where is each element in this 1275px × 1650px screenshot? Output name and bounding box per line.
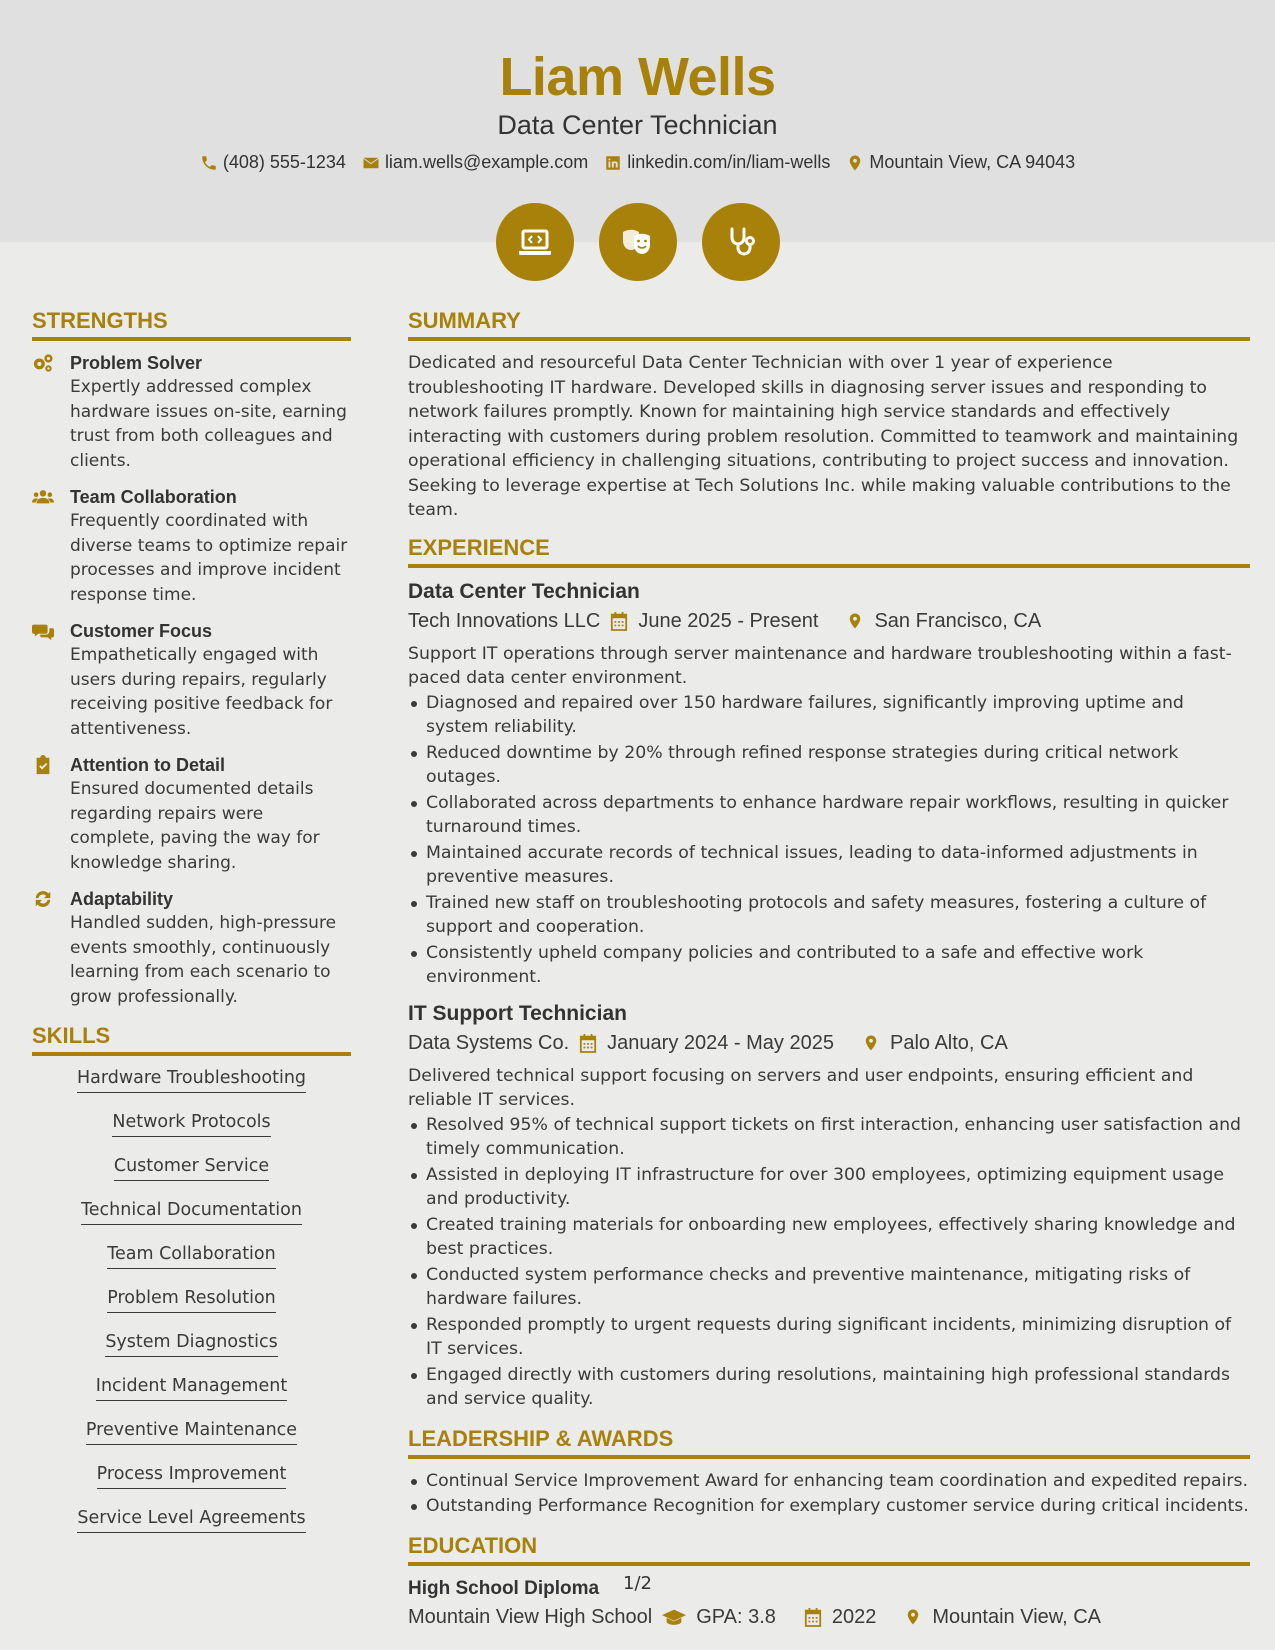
job-meta (408, 1028, 1250, 1058)
summary-text: Dedicated and resourceful Data Center Technician with over 1 year of experience troubleshooting IT hardware. Developed skills in diagnosing server issues and responding to network failures promptly. Known for maintaining high service standards and effectively interacting with customers during problem resolution. Committed to teamwork and maintaining operational efficiency in challenging situations, contributing to project success and innovation. Seeking to leverage expertise at Tech Solutions Inc. while making valuable contributions to the team. (408, 353, 1239, 520)
skill-item: Hardware Troubleshooting (77, 1066, 306, 1093)
graduation-cap-icon (662, 1607, 686, 1627)
left-column (32, 308, 351, 1550)
summary-heading: SUMMARY (408, 308, 1250, 341)
gears-icon (32, 353, 54, 373)
laptop-code-icon (515, 222, 555, 262)
strength-item (32, 753, 351, 875)
bullet-item: Reduced downtime by 20% through refined response strategies during critical network outages. (408, 741, 1250, 790)
contact-email[interactable] (362, 152, 588, 173)
contact-bar (0, 152, 1275, 173)
phone-icon (200, 154, 218, 172)
clipboard-check-icon (32, 755, 54, 775)
skill-item: Preventive Maintenance (86, 1418, 297, 1445)
job-description: Delivered technical support focusing on servers and user endpoints, ensuring efficient and reliable IT services. (408, 1065, 1194, 1110)
bullet-item: Assisted in deploying IT infrastructure for over 300 employees, optimizing equipment usage and productivity. (408, 1163, 1250, 1212)
strength-title: Attention to Detail (70, 755, 225, 775)
badge-laptop (496, 203, 574, 281)
strength-title: Adaptability (70, 889, 174, 909)
award-item: Outstanding Performance Recognition for exemplary customer service during critical incidents. (408, 1494, 1250, 1519)
education-school: Mountain View High School (408, 1605, 653, 1628)
job-title: IT Support Technician (408, 1001, 627, 1025)
job-bullets (408, 691, 1250, 990)
badge-masks (599, 203, 677, 281)
skills-list (32, 1066, 351, 1550)
bullet-item: Diagnosed and repaired over 150 hardware failures, significantly improving uptime and system reliability. (408, 691, 1250, 740)
calendar-icon (579, 1033, 597, 1053)
education-year: 2022 (831, 1605, 877, 1628)
bullet-item: Responded promptly to urgent requests during significant incidents, minimizing disruption of IT services. (408, 1313, 1250, 1362)
skill-item: Problem Resolution (107, 1286, 276, 1313)
strength-item (32, 619, 351, 741)
map-pin-icon (862, 1033, 880, 1053)
skill-item: System Diagnostics (105, 1330, 277, 1357)
strength-item (32, 887, 351, 1009)
strength-title: Problem Solver (70, 353, 203, 373)
email-text: liam.wells@example.com (384, 152, 589, 172)
contact-location (846, 152, 1075, 173)
strength-item (32, 485, 351, 607)
bullet-item: Collaborated across departments to enhance hardware repair workflows, resulting in quicker turnaround times. (408, 791, 1250, 840)
skill-item: Service Level Agreements (77, 1506, 305, 1533)
linkedin-icon (604, 154, 622, 172)
job-location: Palo Alto, CA (889, 1031, 1008, 1054)
job-company: Data Systems Co. (408, 1031, 570, 1054)
job-location: San Francisco, CA (874, 609, 1042, 632)
education-location: Mountain View, CA (932, 1605, 1102, 1628)
calendar-icon (610, 611, 628, 631)
skill-item: Technical Documentation (81, 1198, 302, 1225)
users-icon (32, 487, 54, 507)
skill-item: Customer Service (114, 1154, 269, 1181)
badge-stethoscope (702, 203, 780, 281)
sync-icon (32, 889, 54, 909)
bullet-item: Conducted system performance checks and preventive maintenance, mitigating risks of hardware failures. (408, 1263, 1250, 1312)
strength-item (32, 351, 351, 473)
linkedin-text: linkedin.com/in/liam-wells (627, 152, 831, 172)
bullet-item: Maintained accurate records of technical issues, leading to data-informed adjustments in preventive measures. (408, 841, 1250, 890)
bullet-item: Created training materials for onboarding new employees, effectively sharing knowledge and best practices. (408, 1213, 1250, 1262)
awards-heading: LEADERSHIP & AWARDS (408, 1426, 1250, 1459)
badge-row (0, 203, 1275, 281)
contact-phone[interactable] (200, 152, 346, 173)
job-dates: January 2024 - May 2025 (607, 1031, 834, 1054)
education-meta (408, 1602, 1250, 1632)
job-title: Data Center Technician (408, 579, 640, 603)
job-description: Support IT operations through server maintenance and hardware troubleshooting within a fast-paced data center environment. (408, 643, 1232, 688)
phone-text: (408) 555-1234 (222, 152, 346, 172)
masks-theater-icon (618, 222, 658, 262)
bullet-item: Resolved 95% of technical support tickets on first interaction, enhancing user satisfaction and timely communication. (408, 1113, 1250, 1162)
candidate-name: Liam Wells (499, 47, 776, 107)
job-bullets (408, 1113, 1250, 1412)
comments-icon (32, 621, 54, 641)
map-pin-icon (846, 611, 864, 631)
job-dates: June 2025 - Present (638, 609, 819, 632)
strengths-heading: STRENGTHS (32, 308, 351, 341)
job-meta (408, 606, 1250, 636)
skill-item: Incident Management (96, 1374, 287, 1401)
map-pin-icon (846, 154, 864, 172)
awards-list (408, 1469, 1250, 1519)
strength-desc: Ensured documented details regarding repairs were complete, paving the way for knowledge sharing. (70, 779, 320, 873)
strength-desc: Frequently coordinated with diverse teams to optimize repair processes and improve incident response time. (70, 511, 348, 605)
location-text: Mountain View, CA 94043 (869, 152, 1076, 172)
strength-title: Team Collaboration (70, 487, 237, 507)
strength-desc: Handled sudden, high-pressure events smoothly, continuously learning from each scenario to grow professionally. (70, 913, 337, 1007)
strength-title: Customer Focus (70, 621, 213, 641)
education-gpa: GPA: 3.8 (696, 1605, 776, 1628)
education-degree: High School Diploma (408, 1577, 600, 1599)
skill-item: Team Collaboration (107, 1242, 275, 1269)
skills-heading: SKILLS (32, 1023, 351, 1056)
job-entry (408, 1000, 1250, 1412)
award-item: Continual Service Improvement Award for enhancing team coordination and expedited repairs. (408, 1469, 1250, 1494)
stethoscope-icon (721, 222, 761, 262)
map-pin-icon (904, 1607, 922, 1627)
education-heading: EDUCATION (408, 1533, 1250, 1566)
strength-desc: Empathetically engaged with users during repairs, regularly receiving positive feedback for attentiveness. (70, 645, 333, 739)
contact-linkedin[interactable] (604, 152, 830, 173)
job-entry (408, 578, 1250, 990)
job-company: Tech Innovations LLC (408, 609, 601, 632)
page-number: 1/2 (623, 1573, 652, 1594)
bullet-item: Engaged directly with customers during resolutions, maintaining high professional standards and service quality. (408, 1363, 1250, 1412)
envelope-icon (362, 154, 380, 172)
experience-heading: EXPERIENCE (408, 535, 1250, 568)
skill-item: Network Protocols (112, 1110, 270, 1137)
right-column (408, 308, 1250, 1638)
skill-item: Process Improvement (97, 1462, 287, 1489)
candidate-title: Data Center Technician (497, 110, 778, 140)
strength-desc: Expertly addressed complex hardware issues on-site, earning trust from both colleagues and clients. (70, 377, 347, 471)
calendar-icon (804, 1607, 822, 1627)
bullet-item: Consistently upheld company policies and contributed to a safe and effective work environment. (408, 941, 1250, 990)
bullet-item: Trained new staff on troubleshooting protocols and safety measures, fostering a culture of support and cooperation. (408, 891, 1250, 940)
